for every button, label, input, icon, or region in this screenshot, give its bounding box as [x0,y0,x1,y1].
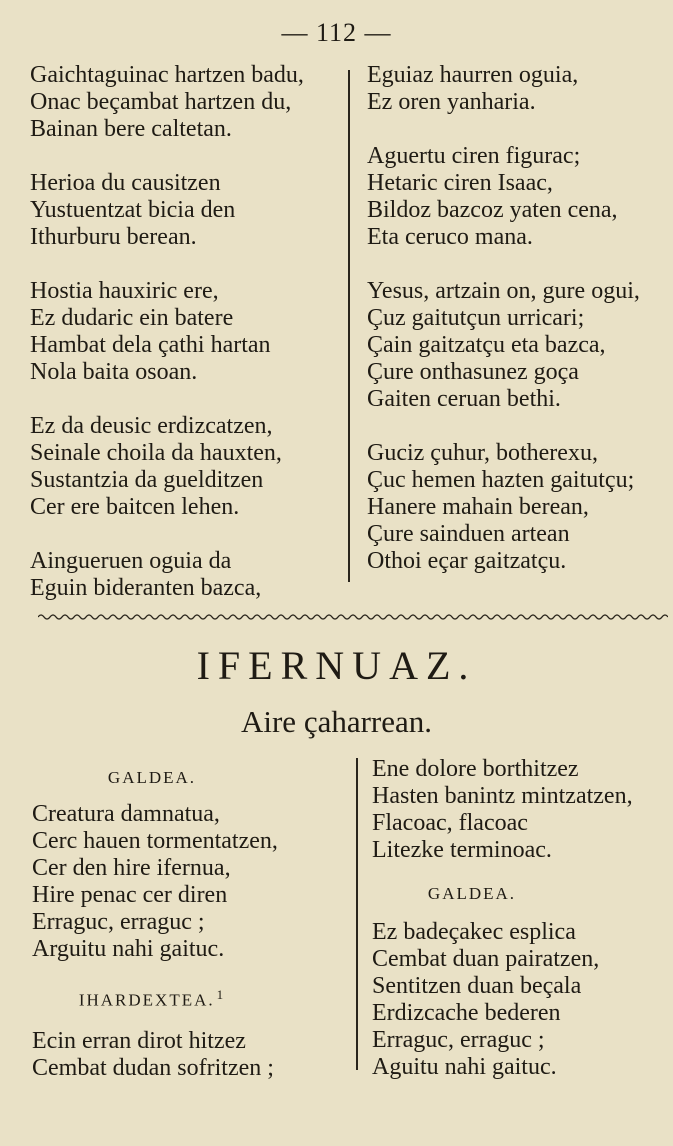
bottom-left-column [32,764,278,1082]
verse-line: Ez da deusic erdizcatzen, [30,413,273,439]
verse-line: Litezke terminoac. [372,837,552,863]
verse-line: Hanere mahain berean, [367,494,589,520]
stanza [30,62,304,143]
verse-line: Bildoz bazcoz yaten cena, [367,197,618,223]
verse-line: Hostia hauxiric ere, [30,278,219,304]
verse-line: Gaichtaguinac hartzen badu, [30,62,304,88]
verse-line: Sentitzen duan beçala [372,973,582,999]
top-column-rule [348,70,350,582]
stanza [30,548,304,602]
bottom-column-rule [356,758,358,1070]
stanza [367,62,640,116]
stanza [30,278,304,386]
verse-line: Çain gaitzatçu eta bazca, [367,332,606,358]
verse-line: Cembat dudan sofritzen ; [32,1054,274,1081]
verse-line: Erraguc, erraguc ; [372,1027,545,1053]
verse-line: Ithurburu berean. [30,224,197,250]
verse-line: Cembat duan pairatzen, [372,946,600,972]
verse-line: Seinale choila da hauxten, [30,440,282,466]
stanza [367,440,640,575]
stanza [372,919,633,1081]
verse-line: Ene dolore borthitzez [372,756,579,782]
verse-line: Aguitu nahi gaituc. [372,1054,557,1080]
speaker-label: IHARDEXTEA. [78,990,215,1010]
verse-line: Guciz çuhur, botherexu, [367,440,598,466]
verse-line: Erdizcache bederen [372,1000,561,1026]
stanza [372,756,633,864]
verse-line: Yesus, artzain on, gure ogui, [367,278,640,304]
verse-line: Aguertu ciren figurac; [367,143,581,169]
verse-line: Hambat dela çathi hartan [30,332,271,358]
speaker-heading: GALDEA. [107,768,197,787]
verse-line: Bainan bere caltetan. [30,116,232,142]
verse-line: Arguitu nahi gaituc. [32,936,225,962]
verse-line: Hetaric ciren Isaac, [367,170,553,196]
stanza [367,278,640,413]
verse-line: Sustantzia da guelditzen [30,467,264,493]
verse-line: Othoi eçar gaitzatçu. [367,548,567,574]
verse-line: Herioa du causitzen [30,170,221,196]
verse-line: Hire penac cer diren [32,882,228,908]
verse-line: Aingueruen oguia da [30,548,232,574]
verse-line: Eta ceruco mana. [367,224,533,250]
verse-line: Çuz gaitutçun urricari; [367,305,585,331]
verse-line: Ez oren yanharia. [367,89,536,115]
verse-line: Hasten banintz mintzatzen, [372,783,633,809]
verse-line: Nola baita osoan. [30,359,198,385]
verse-line: Cer den hire ifernua, [32,855,231,881]
verse-line: Cer ere baitcen lehen. [30,494,240,520]
stanza [30,170,304,251]
verse-line: Eguin bideranten bazca, [30,575,262,601]
verse-line: Onac beçambat hartzen du, [30,89,292,115]
section-title: IFERNUAZ. [196,643,477,688]
verse-line: Ez dudaric ein batere [30,305,234,331]
wavy-divider [38,612,668,622]
verse-line: Ez badeçakec esplica [372,919,576,945]
footnote-mark: 1 [216,987,226,1002]
verse-line: Yustuentzat bicia den [30,197,236,223]
section-subtitle: Aire çaharrean. [240,704,433,739]
verse-line: Gaiten ceruan bethi. [367,386,561,412]
stanza [32,801,278,963]
verse-line: Cerc hauen tormentatzen, [32,828,278,854]
stanza [30,413,304,521]
bottom-right-column [372,756,633,1081]
verse-line: Ecin erran dirot hitzez [32,1027,246,1054]
top-right-column [367,62,640,602]
verse-line: Erraguc, erraguc ; [32,909,205,935]
stanza [32,1028,278,1082]
verse-line: Çure onthasunez goça [367,359,579,385]
verse-line: Çure sainduen artean [367,521,570,547]
verse-line: Çuc hemen hazten gaitutçu; [367,467,635,493]
speaker-heading [32,981,272,1014]
verse-line: Creatura damnatua, [32,801,220,827]
verse-line: Eguiaz haurren oguia, [367,62,579,88]
top-left-column [30,62,304,629]
stanza [367,143,640,251]
verse-line: Flacoac, flacoac [372,810,528,836]
page-number: — 112 — [281,18,392,47]
speaker-heading: GALDEA. [427,884,517,903]
